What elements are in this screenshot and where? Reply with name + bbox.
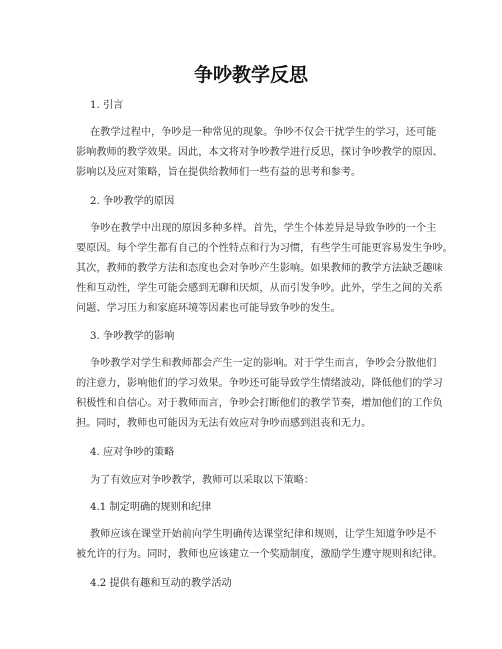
section-3-heading: 3. 争吵教学的影响 [90, 331, 175, 342]
subsection-4-2-heading: 4.2 提供有趣和互动的教学活动 [90, 578, 232, 589]
section-4-heading: 4. 应对争吵的策略 [90, 447, 175, 458]
section-2-heading: 2. 争吵教学的原因 [90, 196, 175, 207]
paragraph-line: 影响教师的教学效果。因此，本文将对争吵教学进行反思，探讨争吵教学的原因、 [76, 147, 443, 158]
paragraph-line: 要原因。每个学生都有自己的个性特点和行为习惯，有些学生可能更容易发生争吵。 [76, 243, 453, 254]
paragraph-line: 争吵在教学中出现的原因多种多样。首先，学生个体差异是导致争吵的一个主 [90, 223, 437, 234]
document-title: 争吵教学反思 [193, 64, 308, 86]
subsection-4-1-heading: 4.1 制定明确的规则和纪律 [90, 502, 212, 513]
paragraph-line: 争吵教学对学生和教师都会产生一定的影响。对于学生而言，争吵会分散他们 [90, 358, 437, 369]
paragraph-line: 在教学过程中，争吵是一种常见的现象。争吵不仅会干扰学生的学习，还可能 [90, 127, 437, 138]
paragraph-line: 担。同时，教师也可能因为无法有效应对争吵而感到沮丧和无力。 [76, 418, 372, 429]
paragraph-line: 教师应该在课堂开始前向学生明确传达课堂纪律和规则，让学生知道争吵是不 [90, 529, 437, 540]
paragraph-line: 的注意力，影响他们的学习效果。争吵还可能导致学生情绪波动，降低他们的学习 [76, 378, 443, 389]
paragraph-line: 其次，教师的教学方法和态度也会对争吵产生影响。如果教师的教学方法缺乏趣味 [76, 263, 443, 274]
paragraph-line: 问题、学习压力和家庭环境等因素也可能导致争吵的发生。 [76, 303, 341, 314]
paragraph-line: 影响以及应对策略，旨在提供给教师们一些有益的思考和参考。 [76, 167, 362, 178]
paragraph-line: 性和互动性，学生可能会感到无聊和厌烦，从而引发争吵。此外，学生之间的关系 [76, 283, 443, 294]
paragraph-line: 为了有效应对争吵教学，教师可以采取以下策略： [90, 475, 315, 486]
section-1-heading: 1. 引言 [90, 100, 124, 111]
paragraph-line: 被允许的行为。同时，教师也应该建立一个奖励制度，激励学生遵守规则和纪律。 [76, 549, 443, 560]
paragraph-line: 积极性和自信心。对于教师而言，争吵会打断他们的教学节奏，增加他们的工作负 [76, 398, 443, 409]
